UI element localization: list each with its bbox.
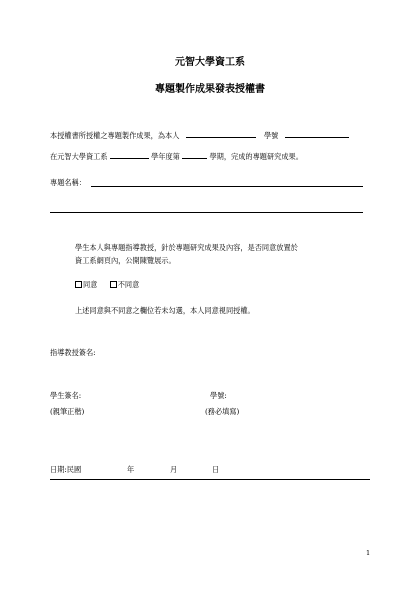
academic-year-label: 學年度第 xyxy=(151,152,180,161)
student-id-blank[interactable] xyxy=(285,130,349,138)
date-day-label: 日 xyxy=(212,465,220,474)
topic-line-1[interactable] xyxy=(91,186,363,187)
student-id-label: 學號 xyxy=(263,131,279,140)
date-year-label: 年 xyxy=(127,465,135,474)
agree-label: 同意 xyxy=(83,280,98,289)
date-underline xyxy=(50,479,370,480)
consent-text-1: 學生本人與專題指導教授，針於專題研究成果及內容，是否同意放置於 xyxy=(75,243,298,252)
authorization-prefix: 本授權書所授權之專題製作成果，為本人 xyxy=(50,131,180,140)
disagree-checkbox[interactable] xyxy=(110,281,117,288)
date-label: 日期:民國 xyxy=(50,465,82,474)
authorization-line-1 xyxy=(50,130,349,139)
date-month-label: 月 xyxy=(170,465,178,474)
authorization-line-2 xyxy=(50,151,303,160)
page-number: 1 xyxy=(366,549,371,557)
document-subtitle: 專題製作成果發表授權書 xyxy=(155,84,265,95)
student-sign-label: 學生簽名: xyxy=(50,391,82,400)
agree-checkbox[interactable] xyxy=(75,281,82,288)
agree-option[interactable] xyxy=(75,281,97,288)
consent-options xyxy=(75,281,149,288)
consent-note: 上述同意與不同意之欄位若未勾選，本人同意視同授權。 xyxy=(75,306,255,315)
topic-line-2[interactable] xyxy=(50,212,363,213)
consent-text-2: 資工系網頁內，公開陳覽展示。 xyxy=(75,256,176,265)
semester-suffix: 學期，完成的專題研究成果。 xyxy=(209,152,303,161)
semester-blank[interactable] xyxy=(182,151,207,159)
department-prefix: 在元智大學資工系 xyxy=(50,152,108,161)
advisor-sign-label: 指導教授簽名: xyxy=(50,348,96,357)
disagree-label: 不同意 xyxy=(117,280,140,289)
topic-label: 專題名稱： xyxy=(50,178,86,187)
disagree-option[interactable] xyxy=(110,281,140,288)
student-id-note: (務必填寫) xyxy=(205,407,240,416)
student-sign-note: (親筆正楷) xyxy=(50,407,85,416)
academic-year-blank[interactable] xyxy=(110,151,149,159)
document-title: 元智大學資工系 xyxy=(175,57,245,68)
student-id-sign-label: 學號: xyxy=(210,391,227,400)
student-name-blank[interactable] xyxy=(186,130,256,138)
